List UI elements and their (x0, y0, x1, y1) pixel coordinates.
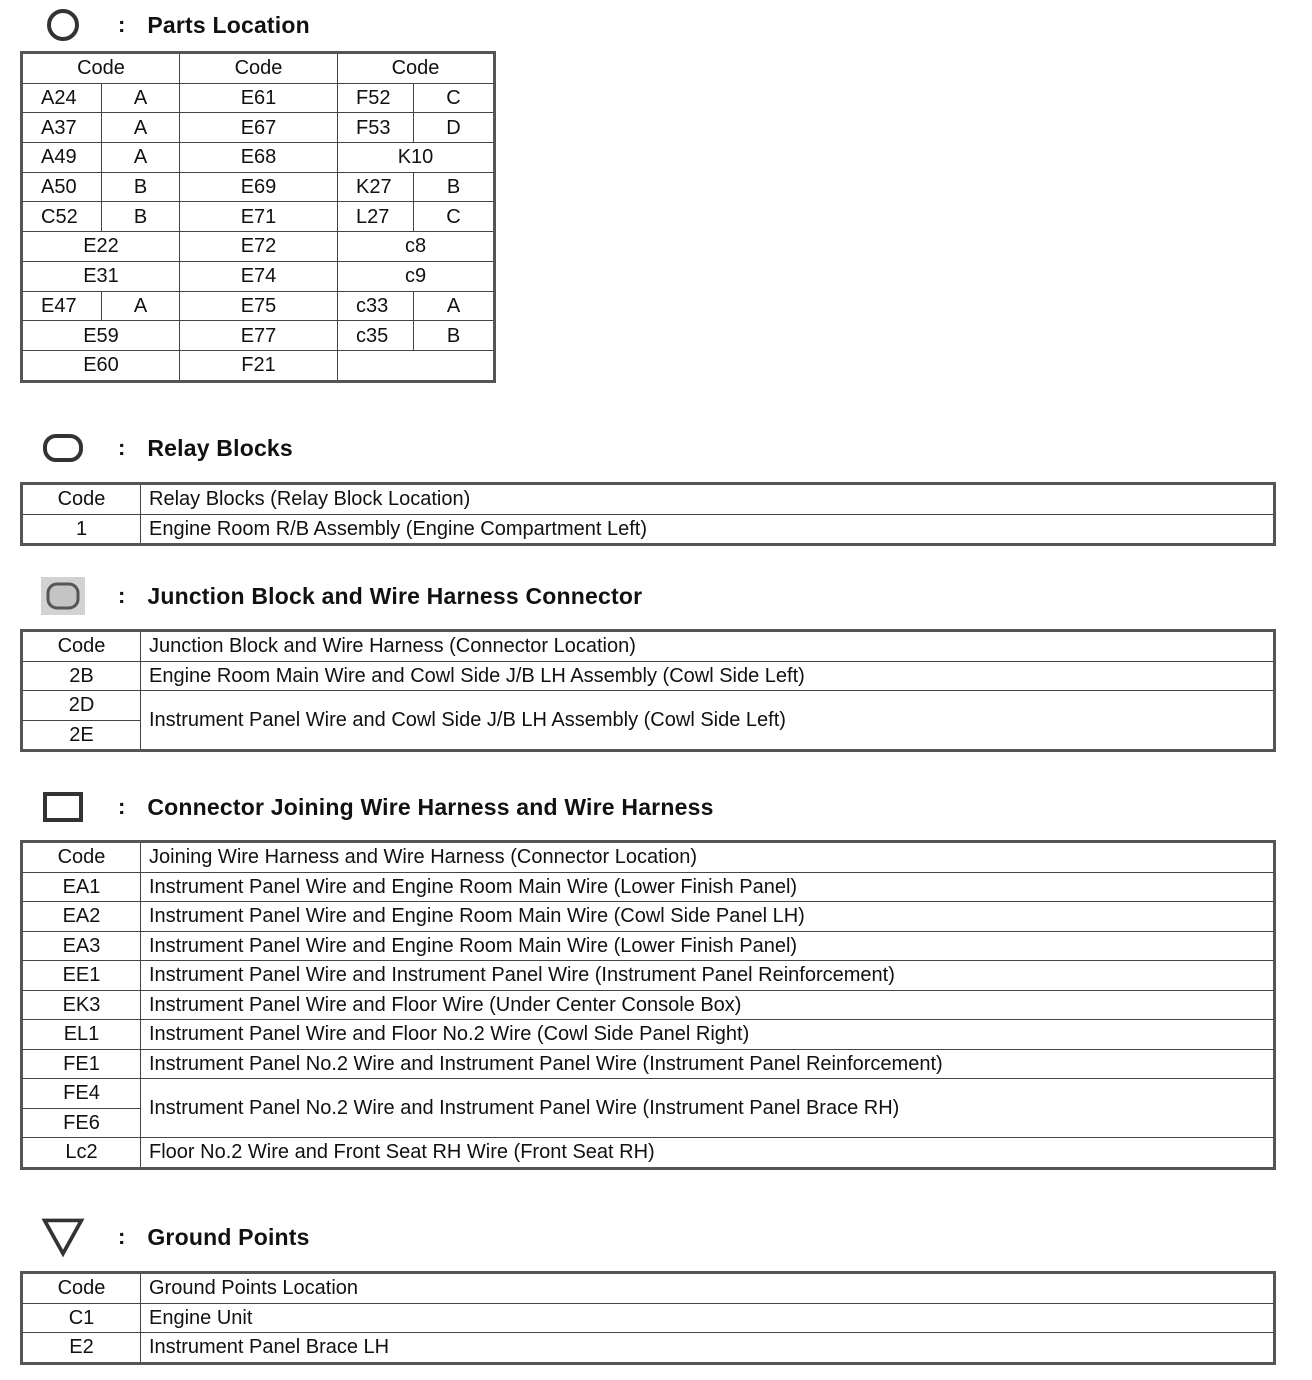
colon: : (118, 794, 126, 819)
table-header-row (22, 842, 1275, 873)
section-title: Parts Location (147, 11, 310, 38)
description-cell: Instrument Panel Wire and Engine Room Main Wire (Lower Finish Panel) (141, 931, 1275, 961)
junction-block-header (40, 576, 642, 616)
colon: : (118, 1224, 126, 1249)
colon: : (118, 12, 126, 37)
table-row (22, 1079, 1275, 1109)
code-cell: E72 (180, 232, 338, 262)
description-header: Ground Points Location (141, 1273, 1275, 1304)
rounded-rect-icon (40, 428, 86, 468)
table-row (22, 113, 495, 143)
letter-cell: C (414, 202, 495, 232)
description-cell: Engine Room R/B Assembly (Engine Compartment Left) (141, 514, 1275, 545)
description-cell: Engine Room Main Wire and Cowl Side J/B LH Assembly (Cowl Side Left) (141, 661, 1275, 691)
description-header: Joining Wire Harness and Wire Harness (Connector Location) (141, 842, 1275, 873)
code-cell: E31 (22, 261, 180, 291)
code-cell: A49 (22, 143, 102, 173)
code-cell: E59 (22, 321, 180, 351)
letter-cell: B (102, 202, 180, 232)
code-cell: EE1 (22, 961, 141, 991)
table-row (22, 961, 1275, 991)
letter-cell: B (414, 172, 495, 202)
table-row (22, 202, 495, 232)
code-cell: F21 (180, 350, 338, 381)
table-row (22, 931, 1275, 961)
ground-points-table (20, 1271, 1276, 1365)
relay-blocks-header (40, 428, 293, 468)
ground-points-header (40, 1217, 310, 1257)
code-cell: K10 (338, 143, 495, 173)
circle-icon (40, 5, 86, 45)
letter-cell: B (102, 172, 180, 202)
letter-cell: A (102, 291, 180, 321)
table-row (22, 902, 1275, 932)
table-row (22, 691, 1275, 721)
junction-block-table (20, 629, 1276, 752)
table-row (22, 1049, 1275, 1079)
code-cell: E61 (180, 83, 338, 113)
code-cell: E47 (22, 291, 102, 321)
description-cell: Instrument Panel No.2 Wire and Instrument Panel Wire (Instrument Panel Brace RH) (141, 1079, 1275, 1138)
table-row (22, 1303, 1275, 1333)
code-cell: FE1 (22, 1049, 141, 1079)
description-cell: Instrument Panel Wire and Engine Room Main Wire (Lower Finish Panel) (141, 872, 1275, 902)
letter-cell: B (414, 321, 495, 351)
code-header: Code (22, 1273, 141, 1304)
code-cell: c35 (338, 321, 414, 351)
parts-location-header (40, 5, 310, 45)
code-cell: EA3 (22, 931, 141, 961)
description-cell: Engine Unit (141, 1303, 1275, 1333)
code-cell: E68 (180, 143, 338, 173)
table-row (22, 172, 495, 202)
section-title: Junction Block and Wire Harness Connector (147, 582, 643, 609)
rectangle-icon (40, 787, 86, 827)
code-cell: 2D (22, 691, 141, 721)
code-cell: E67 (180, 113, 338, 143)
code-cell: F52 (338, 83, 414, 113)
table-row (22, 514, 1275, 545)
triangle-down-icon (40, 1217, 86, 1257)
table-row (22, 83, 495, 113)
parts-location-table (20, 51, 496, 383)
table-header-row (22, 1273, 1275, 1304)
code-cell: EA1 (22, 872, 141, 902)
code-cell: E71 (180, 202, 338, 232)
code-cell: A24 (22, 83, 102, 113)
colon: : (118, 583, 126, 608)
table-row (22, 350, 495, 381)
code-cell: K27 (338, 172, 414, 202)
letter-cell: C (414, 83, 495, 113)
description-header: Junction Block and Wire Harness (Connector Location) (141, 631, 1275, 662)
code-cell: 2B (22, 661, 141, 691)
shaded-rounded-rect-icon (40, 576, 86, 616)
table-row (22, 291, 495, 321)
description-cell: Floor No.2 Wire and Front Seat RH Wire (Front Seat RH) (141, 1138, 1275, 1169)
code-header: Code (22, 484, 141, 515)
code-cell: Lc2 (22, 1138, 141, 1169)
colon: : (118, 435, 126, 460)
code-cell: C1 (22, 1303, 141, 1333)
code-cell: C52 (22, 202, 102, 232)
relay-blocks-table (20, 482, 1276, 546)
empty-cell (338, 350, 495, 381)
code-cell: 2E (22, 720, 141, 751)
code-cell: EL1 (22, 1020, 141, 1050)
code-cell: 1 (22, 514, 141, 545)
code-cell: E22 (22, 232, 180, 262)
code-cell: L27 (338, 202, 414, 232)
code-cell: E69 (180, 172, 338, 202)
code-cell: E75 (180, 291, 338, 321)
description-header: Relay Blocks (Relay Block Location) (141, 484, 1275, 515)
description-cell: Instrument Panel Brace LH (141, 1333, 1275, 1364)
description-cell: Instrument Panel No.2 Wire and Instrument Panel Wire (Instrument Panel Reinforcement) (141, 1049, 1275, 1079)
letter-cell: A (102, 83, 180, 113)
code-cell: EK3 (22, 990, 141, 1020)
section-title: Connector Joining Wire Harness and Wire Harness (147, 793, 714, 820)
description-cell: Instrument Panel Wire and Floor No.2 Wire (Cowl Side Panel Right) (141, 1020, 1275, 1050)
table-row (22, 661, 1275, 691)
table-row (22, 321, 495, 351)
connector-joining-header (40, 787, 714, 827)
letter-cell: A (102, 143, 180, 173)
code-cell: c33 (338, 291, 414, 321)
table-row (22, 990, 1275, 1020)
section-title: Ground Points (147, 1223, 310, 1250)
table-row (22, 1138, 1275, 1169)
table-row (22, 1333, 1275, 1364)
code-header: Code (22, 631, 141, 662)
table-row (22, 232, 495, 262)
table-row (22, 1020, 1275, 1050)
code-cell: FE6 (22, 1108, 141, 1138)
code-cell: EA2 (22, 902, 141, 932)
code-cell: FE4 (22, 1079, 141, 1109)
letter-cell: A (102, 113, 180, 143)
code-cell: E60 (22, 350, 180, 381)
code-cell: A37 (22, 113, 102, 143)
code-cell: E74 (180, 261, 338, 291)
table-row (22, 143, 495, 173)
code-header: Code (22, 842, 141, 873)
table-row (22, 261, 495, 291)
code-header: Code (338, 53, 495, 84)
code-header: Code (180, 53, 338, 84)
connector-joining-table (20, 840, 1276, 1170)
description-cell: Instrument Panel Wire and Cowl Side J/B LH Assembly (Cowl Side Left) (141, 691, 1275, 751)
letter-cell: D (414, 113, 495, 143)
letter-cell: A (414, 291, 495, 321)
table-row (22, 872, 1275, 902)
description-cell: Instrument Panel Wire and Floor Wire (Under Center Console Box) (141, 990, 1275, 1020)
table-header-row (22, 631, 1275, 662)
code-cell: E77 (180, 321, 338, 351)
code-header: Code (22, 53, 180, 84)
description-cell: Instrument Panel Wire and Instrument Panel Wire (Instrument Panel Reinforcement) (141, 961, 1275, 991)
description-cell: Instrument Panel Wire and Engine Room Main Wire (Cowl Side Panel LH) (141, 902, 1275, 932)
table-header-row (22, 484, 1275, 515)
code-cell: E2 (22, 1333, 141, 1364)
code-cell: c9 (338, 261, 495, 291)
code-cell: F53 (338, 113, 414, 143)
section-title: Relay Blocks (147, 434, 293, 461)
code-cell: A50 (22, 172, 102, 202)
table-header-row (22, 53, 495, 84)
code-cell: c8 (338, 232, 495, 262)
